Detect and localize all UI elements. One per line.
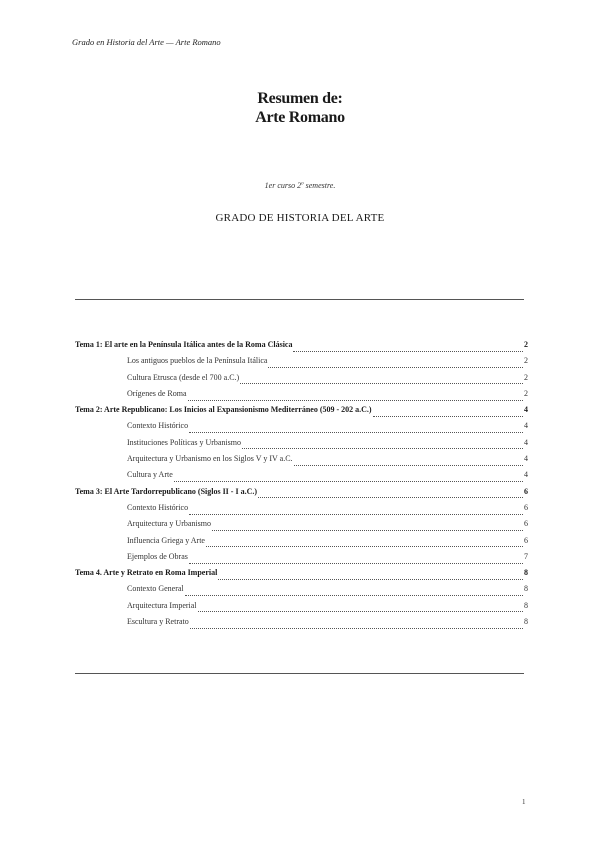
title-line-1: Resumen de: [257, 90, 343, 107]
toc-leader-dots [189, 514, 523, 515]
toc-leader-dots [188, 400, 523, 401]
toc-entry-page: 4 [524, 421, 528, 431]
toc-entry-label: Contexto Histórico [127, 421, 189, 431]
toc-chapter-entry[interactable] [75, 568, 528, 584]
toc-section-entry[interactable] [75, 470, 528, 486]
toc-entry-page: 2 [524, 372, 528, 382]
toc-section-entry[interactable] [75, 389, 528, 405]
running-header: Grado en Historia del Arte — Arte Romano [72, 37, 221, 47]
document-title [0, 89, 600, 127]
toc-entry-page: 8 [524, 617, 528, 627]
toc-entry-label: Tema 2: Arte Republicano: Los Inicios al Expansionismo Mediterráneo (509 - 202 a.C.) [75, 405, 372, 415]
toc-entry-label: Influencia Griega y Arte [127, 535, 205, 545]
toc-section-entry[interactable] [75, 617, 528, 633]
toc-leader-dots [189, 563, 523, 564]
toc-entry-page: 8 [524, 600, 528, 610]
toc-leader-dots [373, 416, 523, 417]
toc-leader-dots [268, 367, 523, 368]
toc-entry-page: 6 [524, 486, 528, 496]
toc-entry-page: 6 [524, 535, 528, 545]
toc-entry-label: Escultura y Retrato [127, 617, 189, 627]
toc-leader-dots [174, 481, 523, 482]
course-ordinal: o [301, 181, 304, 187]
toc-entry-label: Ejemplos de Obras [127, 551, 188, 561]
toc-entry-label: Tema 4. Arte y Retrato en Roma Imperial [75, 568, 218, 578]
toc-leader-dots [212, 530, 523, 531]
toc-entry-page: 4 [524, 470, 528, 480]
toc-entry-label: Arquitectura y Urbanismo [127, 519, 211, 529]
toc-leader-dots [189, 432, 523, 433]
course-text: 1er curso 2 [264, 181, 302, 190]
top-divider [75, 299, 524, 300]
toc-entry-page: 2 [524, 356, 528, 366]
toc-leader-dots [185, 595, 523, 596]
toc-leader-dots [240, 383, 523, 384]
toc-entry-label: Contexto Histórico [127, 502, 189, 512]
toc-leader-dots [206, 546, 523, 547]
title-line-2: Arte Romano [255, 109, 345, 126]
toc-leader-dots [294, 465, 523, 466]
toc-entry-label: Cultura Etrusca (desde el 700 a.C.) [127, 372, 240, 382]
degree-heading: GRADO DE HISTORIA DEL ARTE [215, 212, 385, 224]
toc-entry-page: 4 [524, 405, 528, 415]
toc-chapter-entry[interactable] [75, 340, 528, 356]
toc-section-entry[interactable] [75, 552, 528, 568]
toc-section-entry[interactable] [75, 584, 528, 600]
bottom-divider [75, 673, 524, 674]
toc-entry-label: Tema 3: El Arte Tardorrepublicano (Siglos II - I a.C.) [75, 486, 258, 496]
toc-section-entry[interactable] [75, 536, 528, 552]
course-info [0, 181, 600, 190]
toc-leader-dots [242, 448, 523, 449]
page-number: 1 [522, 798, 526, 806]
toc-entry-label: Arquitectura y Urbanismo en los Siglos V y IV a.C. [127, 454, 293, 464]
toc-entry-page: 4 [524, 437, 528, 447]
toc-entry-page: 8 [524, 584, 528, 594]
toc-entry-page: 6 [524, 519, 528, 529]
toc-leader-dots [190, 628, 523, 629]
toc-entry-page: 4 [524, 454, 528, 464]
toc-section-entry[interactable] [75, 438, 528, 454]
toc-section-entry[interactable] [75, 356, 528, 372]
toc-entry-page: 8 [524, 568, 528, 578]
toc-entry-page: 6 [524, 502, 528, 512]
toc-section-entry[interactable] [75, 503, 528, 519]
table-of-contents [75, 340, 528, 633]
toc-entry-label: Contexto General [127, 584, 184, 594]
toc-entry-label: Tema 1: El arte en la Península Itálica antes de la Roma Clásica [75, 340, 293, 349]
toc-leader-dots [198, 611, 523, 612]
toc-chapter-entry[interactable] [75, 487, 528, 503]
course-after: semestre. [303, 181, 336, 190]
toc-entry-label: Cultura y Arte [127, 470, 173, 480]
toc-leader-dots [218, 579, 523, 580]
toc-section-entry[interactable] [75, 454, 528, 470]
toc-leader-dots [258, 497, 523, 498]
toc-entry-label: Arquitectura Imperial [127, 600, 197, 610]
toc-leader-dots [293, 351, 523, 352]
toc-section-entry[interactable] [75, 373, 528, 389]
toc-entry-page: 7 [524, 551, 528, 561]
toc-entry-label: Orígenes de Roma [127, 388, 187, 398]
toc-entry-page: 2 [524, 388, 528, 398]
toc-entry-label: Instituciones Políticas y Urbanismo [127, 437, 241, 447]
toc-section-entry[interactable] [75, 601, 528, 617]
toc-entry-label: Los antiguos pueblos de la Península Itálica [127, 356, 268, 366]
toc-section-entry[interactable] [75, 519, 528, 535]
toc-section-entry[interactable] [75, 421, 528, 437]
toc-entry-page: 2 [524, 340, 528, 349]
toc-chapter-entry[interactable] [75, 405, 528, 421]
